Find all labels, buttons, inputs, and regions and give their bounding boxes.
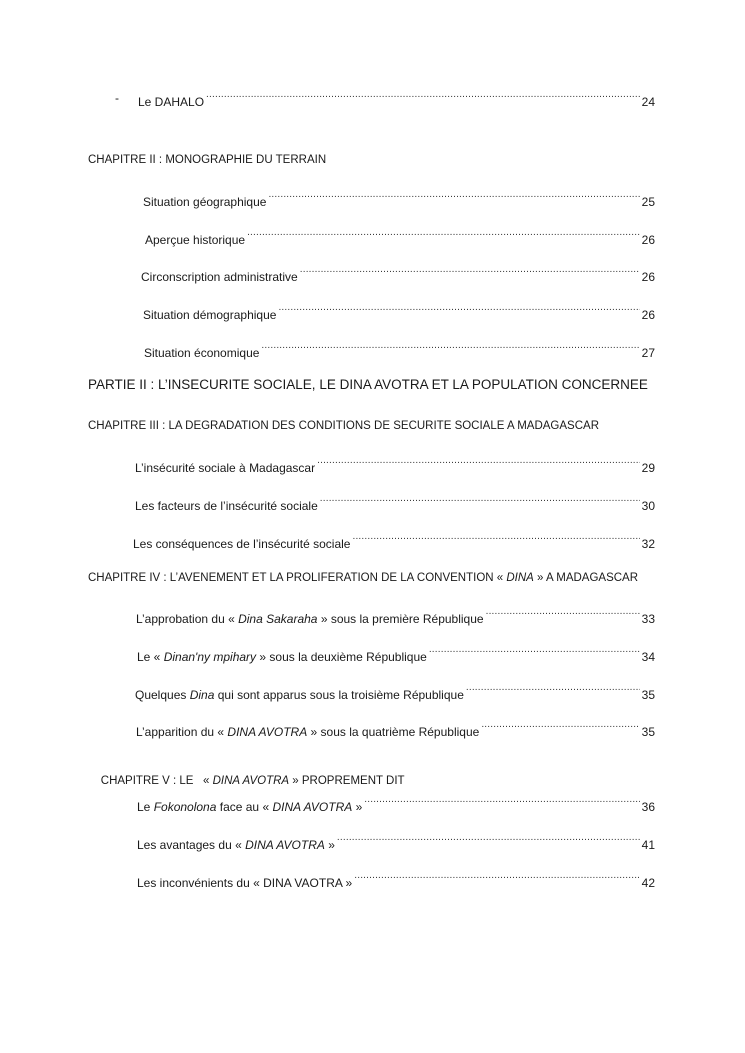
toc-entry[interactable]	[135, 683, 655, 703]
toc-entry[interactable]	[143, 190, 655, 210]
dot-leader	[278, 303, 639, 319]
toc-page-number: 34	[641, 650, 655, 664]
dot-leader	[206, 90, 640, 106]
chapter-3-heading[interactable]: CHAPITRE III : LA DEGRADATION DES CONDITIONS DE SECURITE SOCIALE A MADAGASCAR	[88, 420, 599, 432]
toc-entry[interactable]	[135, 456, 655, 476]
part-2-heading[interactable]: PARTIE II : L’INSECURITE SOCIALE, LE DINA AVOTRA ET LA POPULATION CONCERNEE	[88, 377, 648, 392]
heading-emphasis: DINA	[506, 572, 534, 584]
toc-entry-text: Les conséquences de l’insécurité sociale	[133, 537, 351, 551]
toc-page-number: 24	[641, 95, 655, 109]
toc-entry[interactable]	[144, 341, 655, 361]
toc-entry-dahalo[interactable]	[138, 90, 655, 110]
toc-page-number: 29	[641, 461, 655, 475]
toc-entry-text: Les avantages du « DINA AVOTRA »	[137, 838, 335, 852]
dot-leader	[300, 265, 640, 281]
toc-page-number: 26	[641, 270, 655, 284]
toc-entry[interactable]	[137, 833, 655, 853]
toc-entry-text: Situation économique	[144, 346, 260, 360]
heading-text: CHAPITRE IV : L’AVENEMENT ET LA PROLIFERATION DE LA CONVENTION «	[88, 572, 507, 584]
heading-emphasis: DINA AVOTRA	[212, 775, 290, 787]
toc-page-number: 25	[641, 195, 655, 209]
bullet-dash: -	[115, 91, 119, 105]
toc-entry-text: L’approbation du « Dina Sakaraha » sous la première République	[136, 612, 484, 626]
chapter-2-heading[interactable]: CHAPITRE II : MONOGRAPHIE DU TERRAIN	[88, 154, 327, 166]
dot-leader	[352, 532, 639, 548]
toc-entry[interactable]	[137, 871, 655, 891]
heading-text: CHAPITRE V : LE «	[100, 775, 213, 787]
toc-entry-text: Le « Dinan'ny mpihary » sous la deuxième République	[137, 650, 427, 664]
dot-leader	[261, 341, 639, 357]
toc-entry-text: L’apparition du « DINA AVOTRA » sous la quatrième République	[136, 725, 480, 739]
toc-entry-text: Situation démographique	[143, 308, 277, 322]
toc-entry-text: Les facteurs de l’insécurité sociale	[135, 499, 318, 513]
toc-entry[interactable]	[137, 795, 655, 815]
dot-leader	[337, 833, 640, 849]
toc-entry[interactable]	[136, 720, 655, 740]
toc-entry[interactable]	[137, 645, 655, 665]
dot-leader	[354, 871, 639, 887]
toc-entry-text: Le DAHALO	[138, 95, 205, 109]
toc-entry-text: Situation géographique	[143, 195, 267, 209]
toc-page-number: 27	[641, 346, 655, 360]
toc-entry-text: Circonscription administrative	[141, 270, 298, 284]
toc-page-number: 26	[641, 308, 655, 322]
heading-text: » PROPREMENT DIT	[289, 775, 405, 787]
dot-leader	[466, 683, 640, 699]
dot-leader	[268, 190, 639, 206]
toc-page-number: 42	[641, 876, 655, 890]
toc-page-number: 35	[641, 688, 655, 702]
heading-text: » A MADAGASCAR	[533, 572, 639, 584]
toc-page-number: 36	[641, 800, 655, 814]
toc-entry-text: Aperçue historique	[145, 233, 246, 247]
toc-entry[interactable]	[133, 532, 655, 552]
toc-page-number: 35	[641, 725, 655, 739]
dot-leader	[486, 607, 640, 623]
dot-leader	[247, 228, 640, 244]
toc-page-number: 32	[641, 537, 655, 551]
toc-entry[interactable]	[135, 494, 655, 514]
toc-entry[interactable]	[145, 228, 655, 248]
toc-page-number: 33	[641, 612, 655, 626]
chapter-4-heading[interactable]	[88, 570, 638, 586]
dot-leader	[364, 795, 639, 811]
dot-leader	[481, 720, 639, 736]
toc-entry-text: Le Fokonolona face au « DINA AVOTRA »	[137, 800, 363, 814]
toc-entry-text: Quelques Dina qui sont apparus sous la troisième République	[135, 688, 464, 702]
toc-entry[interactable]	[143, 303, 655, 323]
toc-page-number: 26	[641, 233, 655, 247]
toc-page-number: 30	[641, 499, 655, 513]
dot-leader	[317, 456, 640, 472]
dot-leader	[320, 494, 640, 510]
toc-entry-text: Les inconvénients du « DINA VAOTRA »	[137, 876, 353, 890]
toc-entry[interactable]	[136, 607, 655, 627]
toc-entry[interactable]	[141, 265, 655, 285]
toc-entry-text: L’insécurité sociale à Madagascar	[135, 461, 316, 475]
dot-leader	[429, 645, 640, 661]
toc-page-number: 41	[641, 838, 655, 852]
